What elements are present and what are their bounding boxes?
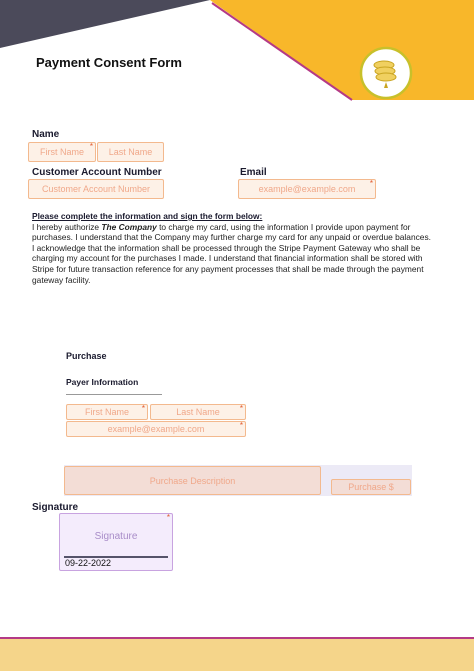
account-number-field[interactable] <box>28 179 164 199</box>
coin-stack-icon <box>358 45 414 101</box>
required-marker: * <box>369 179 373 188</box>
signature-label: Signature <box>32 502 79 513</box>
required-marker: * <box>239 404 243 413</box>
signature-placeholder: Signature <box>94 531 138 542</box>
purchase-description-placeholder: Purchase Description <box>149 476 236 486</box>
payer-email-placeholder: example@example.com <box>107 424 205 434</box>
account-number-placeholder: Customer Account Number <box>41 184 151 194</box>
payer-last-name-field[interactable] <box>150 404 246 420</box>
footer-band <box>0 639 474 671</box>
payer-first-name-placeholder: First Name <box>84 407 129 417</box>
signature-date: 09-22-2022 <box>65 558 112 568</box>
consent-paragraph-1: I hereby authorize The Company to charge my card, using the information I provide upon payment for purchases. I understand that the Company may further charge my card for any unpaid or overdue balances. <box>32 221 431 243</box>
purchase-amount-placeholder: Purchase $ <box>348 482 394 492</box>
payer-first-name-field[interactable] <box>66 404 148 420</box>
signature-pad[interactable] <box>59 513 173 571</box>
account-label: Customer Account Number <box>32 167 162 178</box>
first-name-field[interactable] <box>28 142 96 162</box>
payer-divider <box>66 394 162 395</box>
payer-info-title: Payer Information <box>66 377 139 387</box>
last-name-placeholder: Last Name <box>108 147 153 157</box>
purchase-title: Purchase <box>66 351 107 361</box>
first-name-placeholder: First Name <box>39 147 84 157</box>
required-marker: * <box>166 513 170 522</box>
logo <box>358 45 414 101</box>
purchase-amount-field[interactable] <box>331 479 411 495</box>
page-title: Payment Consent Form <box>36 55 182 70</box>
email-placeholder: example@example.com <box>258 184 356 194</box>
consent-text <box>32 211 442 285</box>
required-marker: * <box>141 404 145 413</box>
required-marker: * <box>89 142 93 151</box>
consent-heading: Please complete the information and sign the form below: <box>32 211 263 221</box>
payer-email-field[interactable] <box>66 421 246 437</box>
required-marker: * <box>239 421 243 430</box>
last-name-field[interactable] <box>97 142 164 162</box>
name-label: Name <box>32 129 60 140</box>
email-label: Email <box>240 167 267 178</box>
email-field[interactable] <box>238 179 376 199</box>
payer-last-name-placeholder: Last Name <box>176 407 220 417</box>
consent-paragraph-2: I acknowledge that the information shall be processed through the Stripe Payment Gateway who shall be charging my account for the purchases I made. I understand that financial information shall be stored with Stripe for future transaction reference for any payment processes that shall be made through the payment gateway facility. <box>32 242 424 285</box>
purchase-description-field[interactable] <box>64 466 321 495</box>
